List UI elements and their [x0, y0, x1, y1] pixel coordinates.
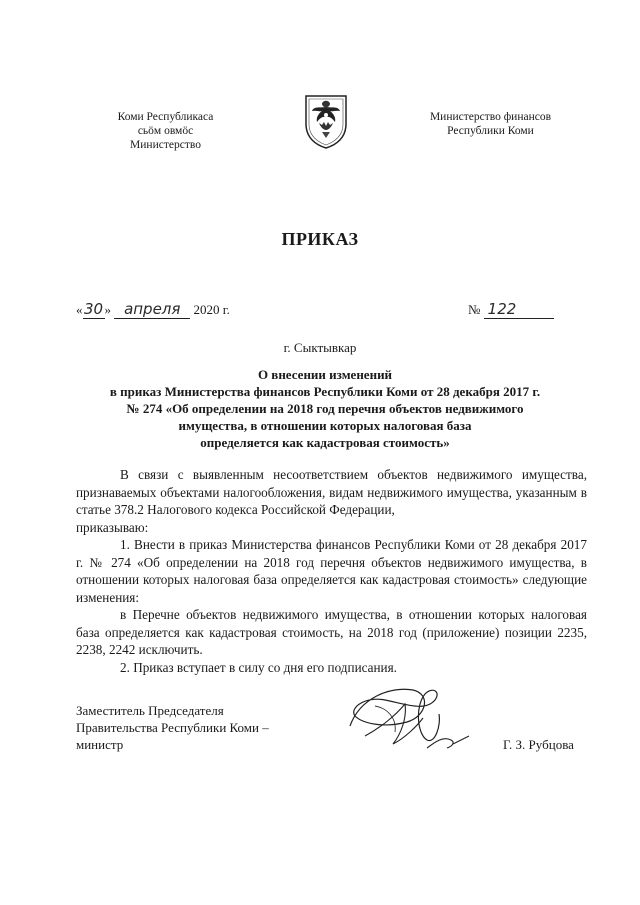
handwritten-signature-icon	[335, 678, 485, 768]
date-quote-open: «	[76, 302, 83, 317]
body-paragraph-1: В связи с выявленным несоответствием объектов недвижимого имущества, признаваемых объектами налогообложения, видам недвижимого имущества, указанным в статье 378.2 Налогового кодекса Российской Федерации,	[76, 467, 587, 517]
date-day: 30	[83, 300, 104, 318]
subject-line-5: определяется как кадастровая стоимость»	[200, 435, 450, 450]
header-left-line-2: сьӧм овмӧс	[137, 125, 194, 137]
subject-line-4: имущества, в отношении которых налоговая база	[178, 418, 472, 433]
document-city: г. Сыктывкар	[283, 340, 357, 355]
document-body	[76, 466, 587, 676]
body-paragraph-2: 1. Внести в приказ Министерства финансов Республики Коми от 28 декабря 2017 г. № 274 «Об определении на 2018 год перечня объектов недвижимого имущества, в отношении которых налоговая база определяется как кадастровая стоимость» следующие изменения:	[76, 537, 587, 605]
header-right	[418, 110, 563, 138]
body-paragraph-1-end: приказываю:	[76, 519, 149, 535]
date-quote-close: »	[104, 302, 111, 317]
document-date	[76, 300, 230, 319]
body-paragraph-4: 2. Приказ вступает в силу со дня его подписания.	[120, 659, 397, 675]
document-subject	[70, 366, 580, 451]
document-number	[468, 300, 554, 319]
signatory-position	[76, 702, 269, 753]
document-title: ПРИКАЗ	[281, 229, 359, 249]
header-left-line-1: Коми Республикаса	[117, 111, 214, 123]
header-left	[98, 110, 233, 152]
header-right-line-1: Министерство финансов	[429, 111, 552, 123]
signatory-name: Г. З. Рубцова	[503, 737, 574, 752]
number-value: 122	[484, 300, 554, 319]
date-month: апреля	[114, 300, 190, 319]
subject-line-3: № 274 «Об определении на 2018 год перечня объектов недвижимого	[126, 401, 524, 416]
subject-line-2: в приказ Министерства финансов Республики Коми от 28 декабря 2017 г.	[109, 384, 541, 399]
header-left-line-3: Министерство	[130, 139, 201, 151]
position-line-3: министр	[76, 737, 124, 752]
date-year: 2020 г.	[193, 302, 230, 317]
position-line-1: Заместитель Председателя	[76, 703, 224, 718]
position-line-2: Правительства Республики Коми –	[76, 720, 269, 735]
body-paragraph-3: в Перечне объектов недвижимого имущества, в отношении которых налоговая база определяется как кадастровая стоимость, на 2018 год (приложение) позиции 2235, 2238, 2242 исключить.	[76, 607, 587, 657]
number-label: №	[468, 302, 481, 317]
subject-line-1: О внесении изменений	[257, 367, 393, 382]
header-right-line-2: Республики Коми	[447, 125, 534, 137]
komi-republic-coat-of-arms-icon	[302, 92, 350, 150]
